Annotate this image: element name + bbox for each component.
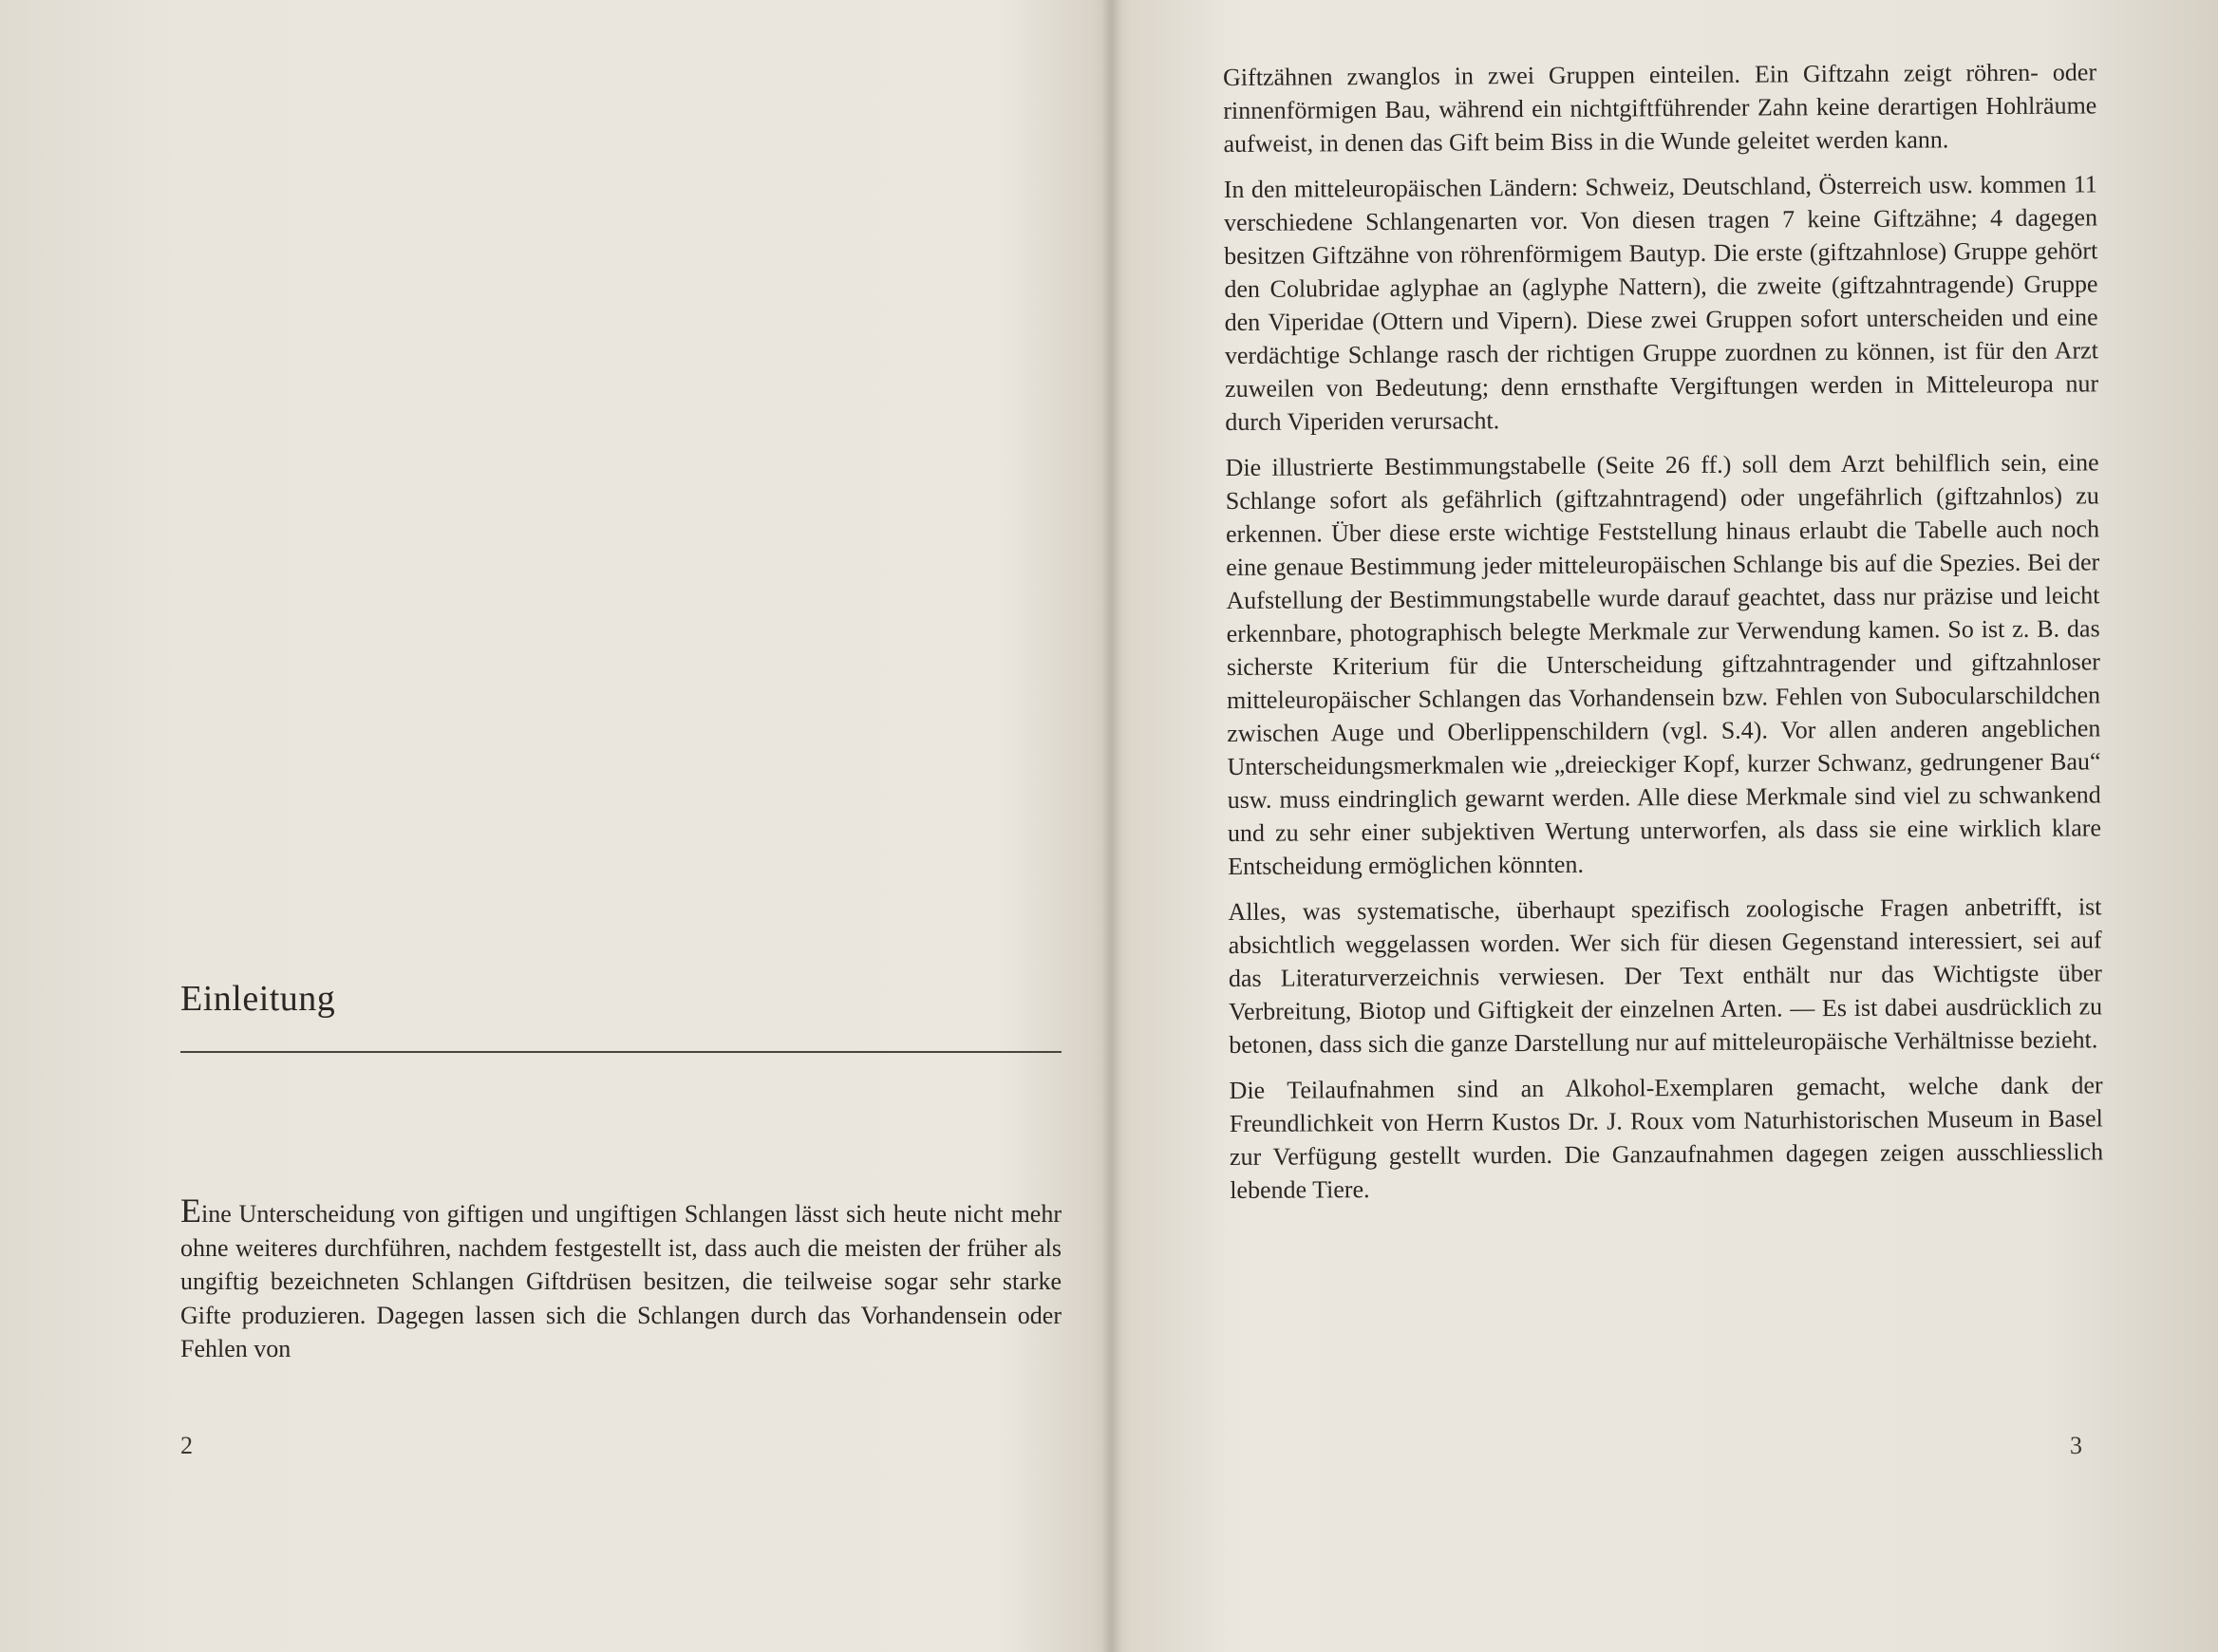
right-page [1109, 0, 2218, 1652]
page-number-right: 3 [2070, 1432, 2082, 1459]
chapter-heading: Einleitung [180, 979, 336, 1019]
heading-rule [180, 1051, 1062, 1053]
right-page-body [1223, 55, 2103, 1219]
intro-text: ine Unterscheidung von giftigen und ungiftigen Schlangen lässt sich heute nicht mehr ohne weiteres durchführen, nachdem festgestellt ist, dass auch die meisten der früher als ungiftig bezeichneten Schlangen Giftdrüsen besitzen, die teilweise sogar sehr starke Gifte produzieren. Dagegen lassen sich die Schlangen durch das Vorhandensein oder Fehlen von [180, 1200, 1062, 1362]
page-number-left: 2 [180, 1432, 193, 1459]
body-paragraph: In den mitteleuropäischen Ländern: Schweiz, Deutschland, Österreich usw. kommen 11 verschiedene Schlangenarten vor. Von diesen tragen 7 keine Giftzähne; 4 dagegen besitzen Giftzähne von röhrenförmigem Bautyp. Die erste (giftzahnlose) Gruppe gehört den Colubridae aglyphae an (aglyphe Nattern), die zweite (giftzahntragende) Gruppe den Viperidae (Ottern und Vipern). Diese zwei Gruppen sofort unterscheiden und eine verdächtige Schlange rasch der richtigen Gruppe zuordnen zu können, ist für den Arzt zuweilen von Bedeutung; denn ernsthafte Vergiftungen werden in Mitteleuropa nur durch Viperiden verursacht. [1223, 170, 2099, 436]
body-paragraph: Giftzähnen zwanglos in zwei Gruppen einteilen. Ein Giftzahn zeigt röhren- oder rinnenförmigen Bau, während ein nichtgiftführender Zahn keine derartigen Hohlräume aufweist, in denen das Gift beim Biss in die Wunde geleitet werden kann. [1223, 58, 2097, 158]
body-paragraph: Die illustrierte Bestimmungstabelle (Seite 26 ff.) soll dem Arzt behilflich sein, eine Schlange sofort als gefährlich (giftzahntragend) oder ungefährlich (giftzahnlos) zu erkennen. Über diese erste wichtige Feststellung hinaus erlaubt die Tabelle auch noch eine genaue Bestimmung jeder mitteleuropäischen Schlange bis auf die Spezies. Bei der Aufstellung der Bestimmungstabelle wurde darauf geachtet, dass nur präzise und leicht erkennbare, photographisch belegte Merkmale zur Verwendung kamen. So ist z. B. das sicherste Kriterium für die Unterscheidung giftzahntragender und giftzahnloser mitteleuropäischer Schlangen das Vorhandensein bzw. Fehlen von Subocularschildchen zwischen Auge und Oberlippenschildern (vgl. S.4). Vor allen anderen angeblichen Unterscheidungsmerkmalen wie „dreieckiger Kopf, kurzer Schwanz, gedrungener Bau“ usw. muss eindringlich gewarnt werden. Alle diese Merkmale sind viel zu schwankend und zu sehr einer subjektiven Wertung unterworfen, als dass sie eine wirklich klare Entscheidung ermöglichen könnten. [1225, 448, 2102, 880]
intro-paragraph [180, 1194, 1062, 1366]
intro-dropcap: E [180, 1192, 201, 1230]
body-paragraph: Alles, was systematische, überhaupt spezifisch zoologische Fragen anbetrifft, ist absichtlich weggelassen worden. Wer sich für diesen Gegenstand interessiert, sei auf das Literaturverzeichnis verwiesen. Der Text enthält nur das Wichtigste über Verbreitung, Biotop und Giftigkeit der einzelnen Arten. — Es ist dabei ausdrücklich zu betonen, dass sich die ganze Darstellung nur auf mitteleuropäische Verhältnisse bezieht. [1228, 892, 2103, 1059]
body-paragraph: Die Teilaufnahmen sind an Alkohol-Exemplaren gemacht, welche dank der Freundlichkeit von Herrn Kustos Dr. J. Roux vom Naturhistorischen Museum in Basel zur Verfügung gestellt wurden. Die Ganzaufnahmen dagegen zeigen ausschliesslich lebende Tiere. [1229, 1071, 2104, 1204]
